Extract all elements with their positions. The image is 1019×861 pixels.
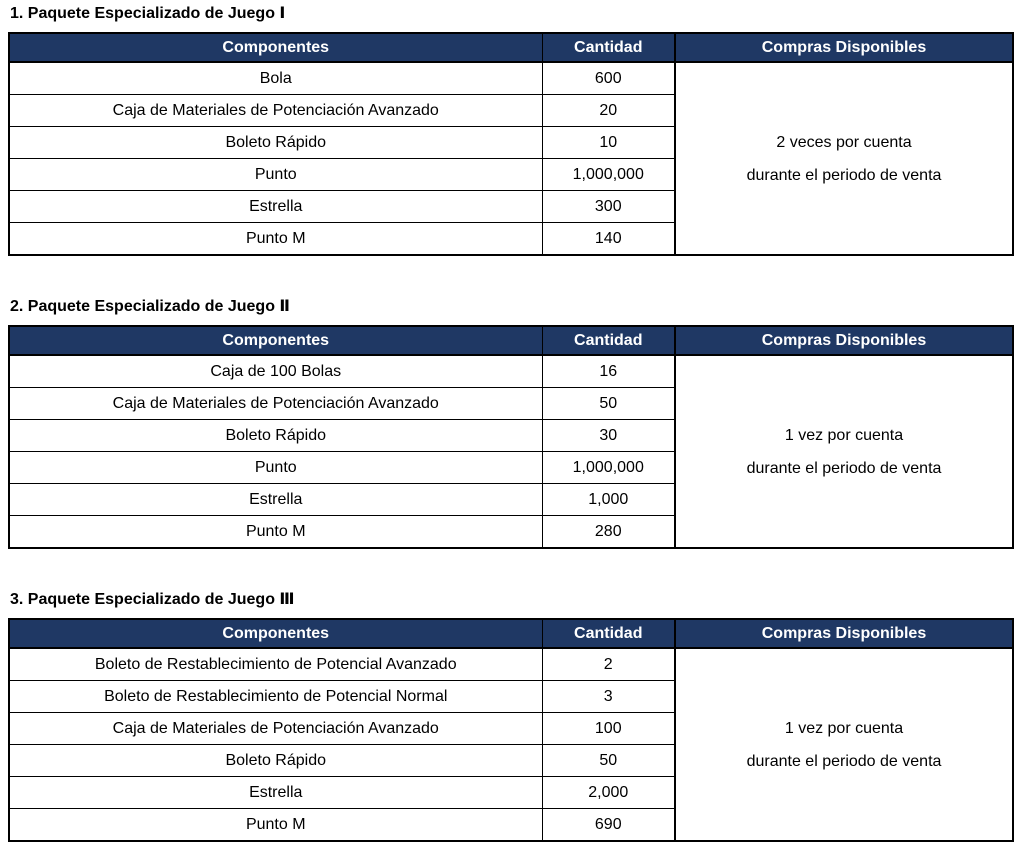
- purchase-limit-line: durante el periodo de venta: [746, 166, 942, 184]
- component-cell: Boleto de Restablecimiento de Potencial Avanzado: [9, 648, 542, 681]
- quantity-cell: 1,000: [542, 484, 675, 516]
- quantity-cell: 30: [542, 420, 675, 452]
- quantity-cell: 16: [542, 355, 675, 388]
- column-header-compras-disponibles: Compras Disponibles: [675, 33, 1013, 62]
- quantity-cell: 600: [542, 62, 675, 95]
- component-cell: Estrella: [9, 484, 542, 516]
- quantity-cell: 20: [542, 95, 675, 127]
- component-cell: Boleto de Restablecimiento de Potencial Normal: [9, 681, 542, 713]
- column-header-componentes: Componentes: [9, 33, 542, 62]
- component-cell: Punto: [9, 159, 542, 191]
- column-header-componentes: Componentes: [9, 326, 542, 355]
- component-cell: Bola: [9, 62, 542, 95]
- package-section-1: [8, 4, 1012, 256]
- header-row: [9, 326, 1013, 355]
- component-cell: Estrella: [9, 191, 542, 223]
- quantity-cell: 10: [542, 127, 675, 159]
- package-section-2: [8, 297, 1012, 549]
- purchase-limit-cell: [675, 648, 1013, 841]
- section-title-2: 2. Paquete Especializado de Juego Ⅱ: [10, 298, 290, 315]
- header-row: [9, 619, 1013, 648]
- purchase-limit-line: 1 vez por cuenta: [784, 426, 904, 444]
- component-cell: Punto M: [9, 809, 542, 842]
- purchase-limit-line: 1 vez por cuenta: [784, 719, 904, 737]
- quantity-cell: 280: [542, 516, 675, 549]
- section-title-1: 1. Paquete Especializado de Juego Ⅰ: [10, 5, 286, 22]
- component-cell: Boleto Rápido: [9, 745, 542, 777]
- purchase-limit-line: durante el periodo de venta: [746, 459, 942, 477]
- quantity-cell: 2: [542, 648, 675, 681]
- quantity-cell: 50: [542, 388, 675, 420]
- header-row: [9, 33, 1013, 62]
- component-cell: Estrella: [9, 777, 542, 809]
- quantity-cell: 300: [542, 191, 675, 223]
- column-header-componentes: Componentes: [9, 619, 542, 648]
- section-title-3: 3. Paquete Especializado de Juego Ⅲ: [10, 591, 295, 608]
- quantity-cell: 140: [542, 223, 675, 256]
- component-cell: Caja de Materiales de Potenciación Avanzado: [9, 95, 542, 127]
- table-row: [9, 355, 1013, 388]
- quantity-cell: 100: [542, 713, 675, 745]
- purchase-limit-line: 2 veces por cuenta: [776, 133, 912, 151]
- component-cell: Boleto Rápido: [9, 420, 542, 452]
- component-cell: Boleto Rápido: [9, 127, 542, 159]
- column-header-cantidad: Cantidad: [542, 326, 675, 355]
- package-table-1: [8, 32, 1014, 256]
- quantity-cell: 690: [542, 809, 675, 842]
- component-cell: Caja de Materiales de Potenciación Avanzado: [9, 713, 542, 745]
- column-header-compras-disponibles: Compras Disponibles: [675, 326, 1013, 355]
- quantity-cell: 50: [542, 745, 675, 777]
- table-row: [9, 62, 1013, 95]
- component-cell: Caja de Materiales de Potenciación Avanzado: [9, 388, 542, 420]
- package-section-3: [8, 590, 1012, 842]
- purchase-limit-line: durante el periodo de venta: [746, 752, 942, 770]
- column-header-cantidad: Cantidad: [542, 619, 675, 648]
- column-header-compras-disponibles: Compras Disponibles: [675, 619, 1013, 648]
- column-header-cantidad: Cantidad: [542, 33, 675, 62]
- quantity-cell: 3: [542, 681, 675, 713]
- table-row: [9, 648, 1013, 681]
- quantity-cell: 2,000: [542, 777, 675, 809]
- quantity-cell: 1,000,000: [542, 159, 675, 191]
- component-cell: Punto M: [9, 516, 542, 549]
- package-table-2: [8, 325, 1014, 549]
- package-table-3: [8, 618, 1014, 842]
- component-cell: Caja de 100 Bolas: [9, 355, 542, 388]
- quantity-cell: 1,000,000: [542, 452, 675, 484]
- purchase-limit-cell: [675, 62, 1013, 255]
- component-cell: Punto: [9, 452, 542, 484]
- purchase-limit-cell: [675, 355, 1013, 548]
- component-cell: Punto M: [9, 223, 542, 256]
